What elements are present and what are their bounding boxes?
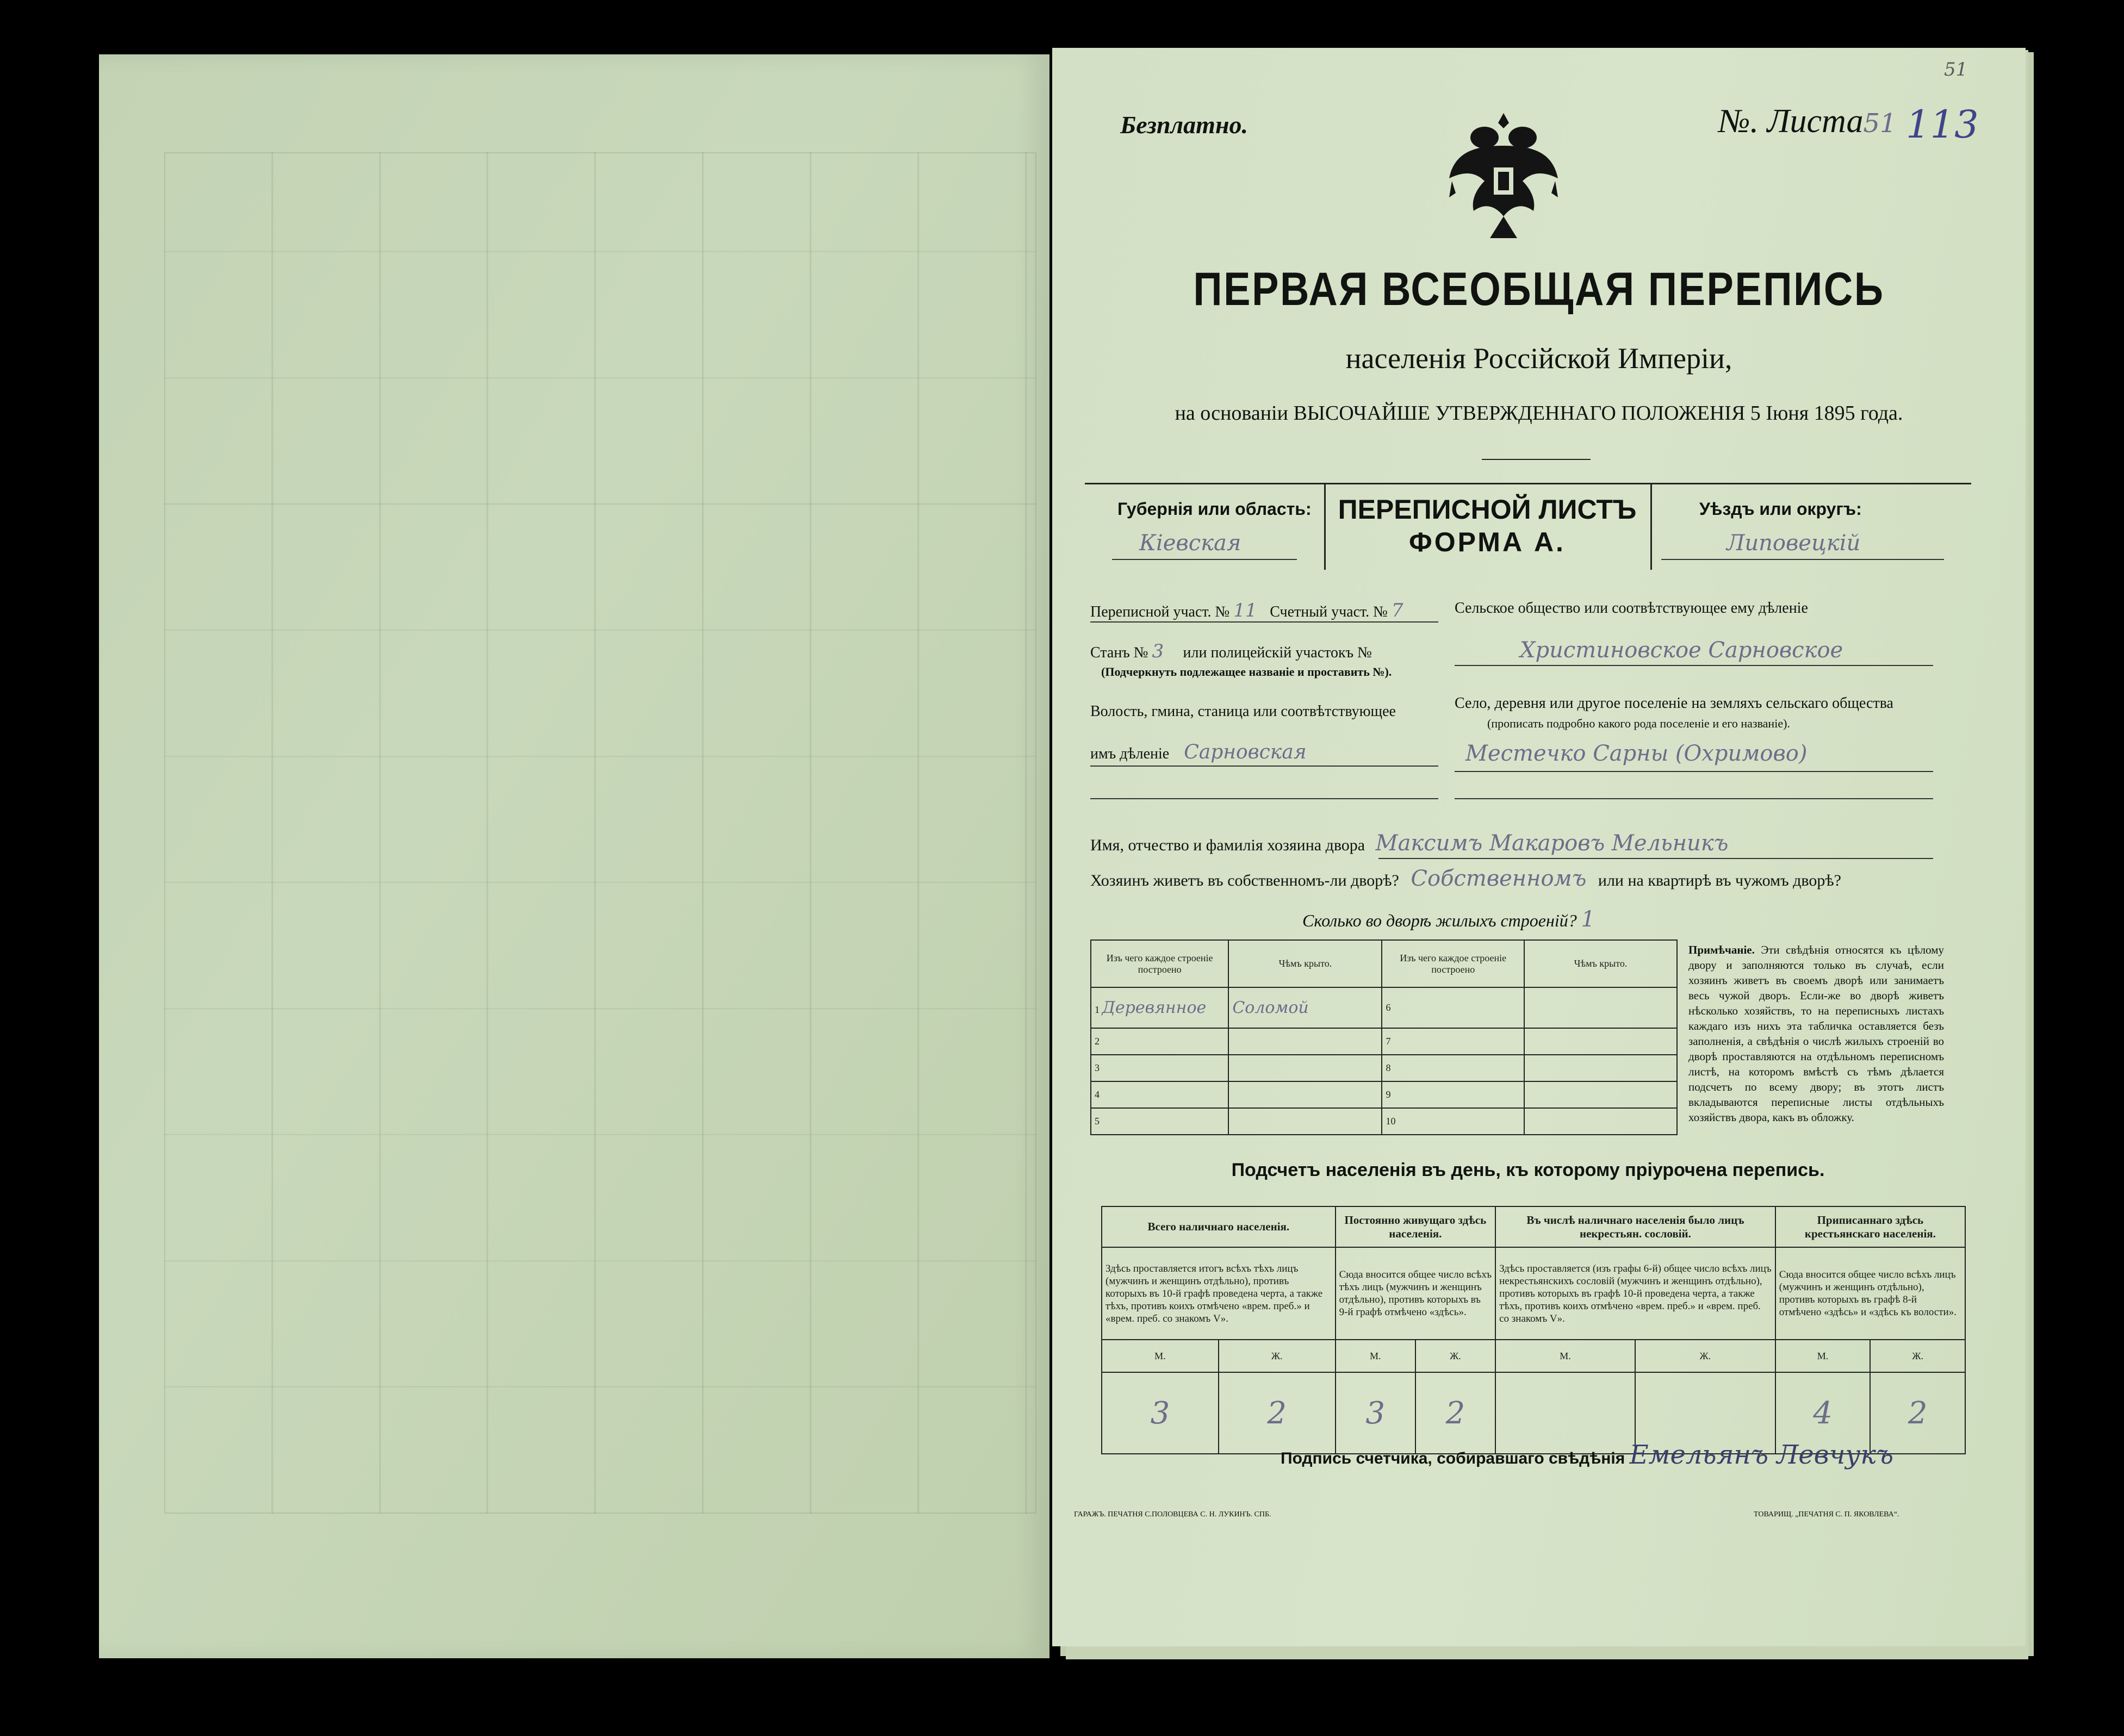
sheet-number-text: №. Листа: [1718, 103, 1864, 140]
population-title: Подсчетъ населенія въ день, къ которому пріурочена перепись.: [1231, 1160, 1825, 1180]
pop-value-m: 4: [1775, 1372, 1871, 1454]
bleed-through-grid: [164, 152, 1036, 1514]
table-row: 4 9: [1091, 1081, 1677, 1108]
volost-value: Сарновская: [1184, 741, 1307, 763]
pop-col-header: Приписаннаго здѣсь крестьянскаго населенія.: [1775, 1206, 1965, 1247]
col-roof-header-2: Чѣмъ крыто.: [1524, 940, 1677, 987]
pop-col-header: Въ числѣ наличнаго населенія было лицъ некрестьян. сословій.: [1495, 1206, 1775, 1247]
village-note: (прописать подробно какого рода поселеніе и его названіе).: [1487, 717, 1790, 730]
signature-field: Подпись счетчика, собиравшаго свѣдѣнія Емельянъ Левчукъ: [1281, 1440, 1893, 1470]
roof-value: Соломой: [1232, 998, 1309, 1017]
pop-col-header: Всего наличнаго населенія.: [1102, 1206, 1336, 1247]
material-value: Деревянное: [1102, 998, 1207, 1017]
pop-col-desc: Сюда вносится общее число всѣхъ лицъ (мужчинъ и женщинъ отдѣльно), противъ которыхъ въ графѣ 8-й отмѣчено «здѣсь» и «здѣсь къ волости».: [1775, 1247, 1965, 1340]
buildings-count-field: Сколько во дворѣ жилыхъ строеній? 1: [1302, 907, 1595, 932]
province-value: Кіевская: [1139, 531, 1241, 556]
table-row: 5 10: [1091, 1108, 1677, 1135]
col-material-header: Изъ чего каждое строеніе построено: [1091, 940, 1228, 987]
pop-value-f: 2: [1219, 1372, 1336, 1454]
district-label: Уѣздъ или округъ:: [1699, 499, 1862, 519]
sheet-number-value: 51: [1863, 108, 1897, 139]
corner-pencil-number: 51: [1944, 59, 1968, 80]
owner-name-value: Максимъ Макаровъ Мельникъ: [1375, 831, 1729, 856]
pop-value-f: 2: [1415, 1372, 1495, 1454]
table-row: 2 7: [1091, 1028, 1677, 1055]
ornament-divider: [1482, 459, 1591, 460]
pop-col-desc: Здѣсь проставляется итогъ всѣхъ тѣхъ лицъ (мужчинъ и женщинъ отдѣльно), противъ которыхъ въ 10-й графѣ проведена черта, а также тѣхъ, противъ коихъ отмѣчено «врем. преб.» и «врем. преб. со знакомъ V».: [1102, 1247, 1336, 1340]
district-value: Липовецкій: [1726, 531, 1861, 556]
legal-basis: на основаніи ВЫСОЧАЙШЕ УТВЕРЖДЕННАГО ПОЛОЖЕНІЯ 5 Іюня 1895 года.: [1175, 402, 1903, 425]
note-title: Примѣчаніе.: [1688, 943, 1755, 956]
owner-lives-value: Собственномъ: [1411, 866, 1587, 891]
col-material-header-2: Изъ чего каждое строеніе построено: [1382, 940, 1524, 987]
population-table: Всего наличнаго населенія. Постоянно живущаго здѣсь населенія. Въ числѣ наличнаго населенія было лицъ некрестьян. сословій. Приписаннаго здѣсь крестьянскаго населенія. Здѣсь проставляется итогъ всѣхъ тѣхъ лицъ (мужчинъ и женщинъ отдѣльно), противъ которыхъ въ 10-й графѣ проведена черта, а также тѣхъ, противъ коихъ отмѣчено «врем. преб.» и «врем. преб. со знакомъ V». Сюда вносится общее число всѣхъ тѣхъ лицъ (мужчинъ и женщинъ отдѣльно), противъ которыхъ въ 9-й графѣ отмѣчено «здѣсь». Здѣсь проставляется (изъ графы 6-й) общее число всѣхъ лицъ некрестьянскихъ сословій (мужчинъ и женщинъ отдѣльно), противъ которыхъ въ графѣ 10-й проведена черта, а также тѣхъ, противъ коихъ отмѣчено «врем. преб.» и «врем. преб. со знакомъ V». Сюда вносится общее число всѣхъ лицъ (мужчинъ и женщинъ отдѣльно), противъ которыхъ въ графѣ 8-й отмѣчено «здѣсь» и «здѣсь къ волости». М. Ж. М. Ж. М. Ж. М. Ж. 3 2 3 2 4 2: [1101, 1206, 1966, 1454]
census-district-field: Переписной участ. № 11 Счетный участ. № 7: [1090, 600, 1403, 621]
volost-label: Волость, гмина, станица или соотвѣтствующее: [1090, 703, 1396, 720]
pop-value-m: 3: [1102, 1372, 1219, 1454]
village-value: Местечко Сарны (Охримово): [1465, 741, 1808, 766]
census-form-page: [1052, 48, 2026, 1646]
note-block: [1688, 942, 1944, 1125]
signature-value: Емельянъ Левчукъ: [1629, 1440, 1893, 1470]
count-district-value: 7: [1391, 600, 1403, 621]
owner-name-field: Имя, отчество и фамилія хозяина двора Максимъ Макаровъ Мельникъ: [1090, 831, 1729, 856]
left-page: [99, 54, 1049, 1658]
stan-field: Станъ № 3 или полицейскій участокъ №: [1090, 640, 1372, 662]
col-roof-header: Чѣмъ крыто.: [1228, 940, 1382, 987]
buildings-count-value: 1: [1581, 907, 1595, 932]
form-header: [1085, 483, 1971, 570]
pop-col-desc: Здѣсь проставляется (изъ графы 6-й) общее число всѣхъ лицъ некрестьянскихъ сословій (мужчинъ и женщинъ отдѣльно), противъ которыхъ въ графѣ 10-й проведена черта, а также тѣхъ, противъ коихъ отмѣчено «врем. преб.» и «врем. преб. со знакомъ V».: [1495, 1247, 1775, 1340]
province-label: Губернія или область:: [1117, 499, 1312, 519]
note-text: Эти свѣдѣнія относятся къ цѣлому двору и заполняются только въ случаѣ, если хозяинъ живетъ въ своемъ дворѣ или занимаетъ весь чужой дворъ. Если-же во дворѣ живетъ нѣсколько хозяйствъ, то на переписныхъ листахъ каждаго изъ нихъ эта табличка оставляется безъ заполненія, а свѣдѣнія о числѣ жилыхъ строеній во дворѣ проставляются на отдѣльномъ переписномъ листѣ, на которомъ вмѣстѣ съ тѣмъ дѣлается подсчетъ по всему двору; въ этотъ листъ вкладываются переписные листы отдѣльныхъ хозяйствъ двора, какъ въ обложку.: [1688, 943, 1944, 1124]
sheet-number-handwritten: 113: [1906, 102, 1979, 147]
form-title: ФОРМА А.: [1409, 527, 1566, 557]
volost-field: имъ дѣленіе Сарновская: [1090, 741, 1307, 763]
census-district-value: 11: [1233, 600, 1257, 621]
pop-col-desc: Сюда вносится общее число всѣхъ тѣхъ лицъ (мужчинъ и женщинъ отдѣльно), противъ которыхъ въ 9-й графѣ отмѣчено «здѣсь».: [1336, 1247, 1496, 1340]
table-row: 3 8: [1091, 1055, 1677, 1081]
main-title: ПЕРВАЯ ВСЕОБЩАЯ ПЕРЕПИСЬ: [1193, 263, 1885, 315]
printer-imprint-right: ТОВАРИЩ. „ПЕЧАТНЯ С. П. ЯКОВЛЕВА“.: [1754, 1510, 1899, 1519]
underline-note: (Подчеркнуть подлежащее названіе и проставить №).: [1101, 665, 1392, 679]
printer-imprint-left: ГАРАЖЪ. ПЕЧАТНЯ С.ПОЛОВЦЕВА С. Н. ЛУКИНЪ. СПБ.: [1074, 1510, 1271, 1519]
stan-value: 3: [1152, 640, 1164, 662]
buildings-table: [1090, 939, 1678, 1135]
sheet-title: ПЕРЕПИСНОЙ ЛИСТЪ: [1338, 494, 1637, 525]
village-label: Село, деревня или другое поселеніе на земляхъ сельскаго общества: [1455, 695, 1893, 712]
imperial-eagle-icon: [1444, 108, 1563, 249]
society-label: Сельское общество или соотвѣтствующее ему дѣленіе: [1455, 600, 1808, 617]
free-label: Безплатно.: [1120, 111, 1248, 139]
pop-value-m: 3: [1336, 1372, 1415, 1454]
sheet-number-label: [1718, 102, 1897, 141]
society-value: Христиновское Сарновское: [1520, 638, 1843, 663]
pop-value-f: 2: [1870, 1372, 1965, 1454]
subtitle: населенія Россійской Имперіи,: [1345, 342, 1732, 375]
owner-lives-field: Хозяинъ живетъ въ собственномъ-ли дворѣ? Собственномъ или на квартирѣ въ чужомъ дворѣ?: [1090, 866, 1841, 891]
pop-col-header: Постоянно живущаго здѣсь населенія.: [1336, 1206, 1496, 1247]
table-row: 1 Деревянное Соломой 6: [1091, 987, 1677, 1028]
